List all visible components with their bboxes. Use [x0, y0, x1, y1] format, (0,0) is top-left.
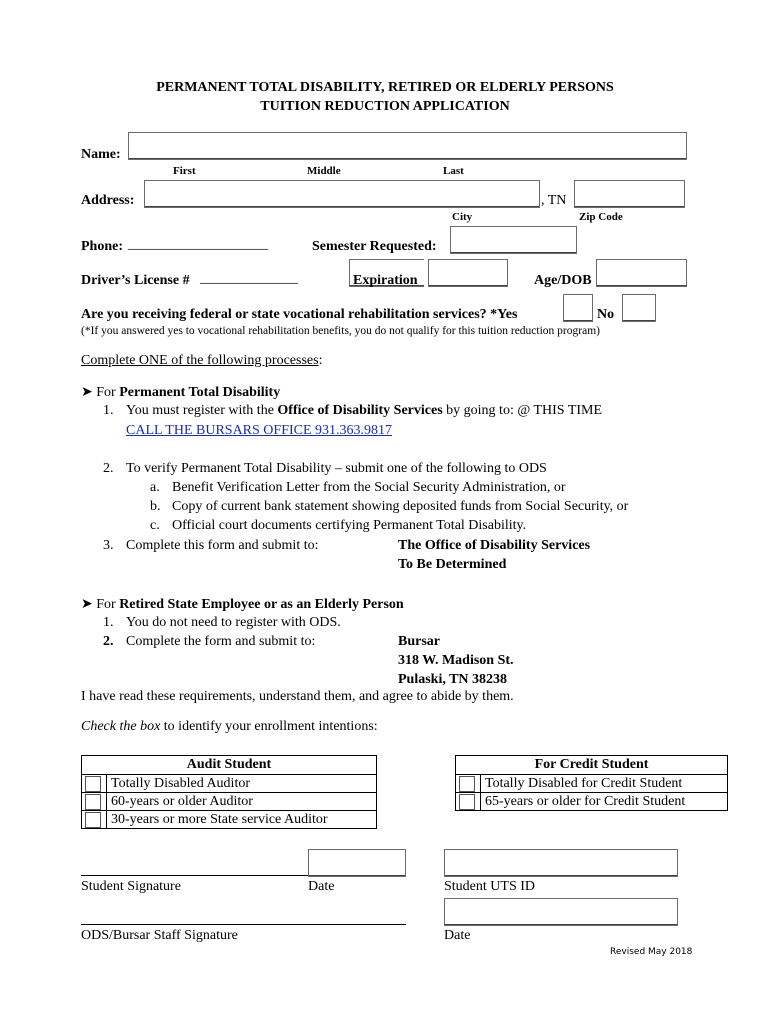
- check-instructions: [81, 719, 378, 735]
- form-title-line2: TUITION REDUCTION APPLICATION: [260, 99, 510, 114]
- audit-totally-disabled-checkbox[interactable]: [85, 776, 101, 792]
- audit-option-label: Totally Disabled Auditor: [107, 775, 377, 793]
- ptd-prefix: For: [96, 385, 120, 400]
- audit-60-years-checkbox[interactable]: [85, 794, 101, 810]
- credit-65-years-checkbox[interactable]: [459, 794, 475, 810]
- address-input[interactable]: [144, 180, 540, 208]
- phone-label: Phone:: [81, 239, 123, 254]
- credit-totally-disabled-checkbox[interactable]: [459, 776, 475, 792]
- date-label-1: Date: [308, 879, 335, 894]
- ptd-sub-a-letter: a.: [150, 480, 160, 495]
- audit-header: Audit Student: [82, 756, 377, 775]
- ptd-step1-post: by going to: @ THIS TIME: [442, 403, 603, 418]
- voc-yes-checkbox[interactable]: [563, 294, 593, 322]
- retired-step1: You do not need to register with ODS.: [126, 615, 341, 630]
- ptd-step3-num: 3.: [103, 538, 114, 553]
- drivers-license-label: Driver’s License #: [81, 273, 190, 288]
- age-dob-input[interactable]: [596, 259, 687, 287]
- retired-prefix: For: [96, 597, 120, 612]
- ptd-submit-to-2: To Be Determined: [398, 557, 507, 572]
- ptd-heading: [81, 384, 280, 401]
- expiration-input[interactable]: [428, 259, 508, 287]
- revised-date: Revised May 2018: [610, 947, 693, 957]
- retired-heading: [81, 596, 404, 613]
- phone-input[interactable]: ____________________: [128, 237, 268, 252]
- voc-no-label: No: [597, 307, 615, 322]
- table-row: [456, 775, 728, 793]
- credit-option-label: 65-years or older for Credit Student: [481, 793, 728, 811]
- ptd-heading-text: Permanent Total Disability: [119, 385, 281, 400]
- ptd-sub-a: Benefit Verification Letter from the Social Security Administration, or: [172, 480, 566, 495]
- drivers-license-input[interactable]: ______________: [200, 271, 298, 286]
- processes-intro-text: Complete ONE of the following processes: [81, 353, 319, 368]
- staff-date-input[interactable]: [444, 898, 678, 926]
- zip-input[interactable]: [574, 180, 685, 208]
- address-label: Address:: [81, 193, 135, 208]
- ptd-step2-num: 2.: [103, 461, 114, 476]
- ptd-sub-b: Copy of current bank statement showing deposited funds from Social Security, or: [172, 499, 629, 514]
- retired-step1-num: 1.: [103, 615, 114, 630]
- ptd-step1-bold: Office of Disability Services: [277, 403, 443, 418]
- vocational-note: (*If you answered yes to vocational rehabilitation benefits, you do not qualify for this tuition reduction program): [81, 325, 600, 337]
- table-row: [82, 775, 377, 793]
- agreement-statement: I have read these requirements, understand them, and agree to abide by them.: [81, 689, 514, 704]
- arrow-bullet-icon: ➤: [81, 385, 93, 400]
- date-label-2: Date: [444, 928, 471, 943]
- student-signature-label: Student Signature: [81, 879, 181, 894]
- audit-option-label: 30-years or more State service Auditor: [107, 811, 377, 829]
- name-label: Name:: [81, 147, 121, 162]
- vocational-question: Are you receiving federal or state vocational rehabilitation services? *Yes: [81, 307, 518, 322]
- check-rest: to identify your enrollment intentions:: [160, 719, 378, 734]
- ptd-submit-to-1: The Office of Disability Services: [398, 538, 591, 553]
- table-row: [456, 793, 728, 811]
- form-title-line1: PERMANENT TOTAL DISABILITY, RETIRED OR ELDERLY PERSONS: [156, 80, 614, 95]
- bursar-address-3: Pulaski, TN 38238: [398, 672, 508, 687]
- arrow-bullet-icon: ➤: [81, 597, 93, 612]
- student-uts-id-input[interactable]: [444, 849, 678, 877]
- expiration-label: Expiration: [353, 273, 418, 288]
- state-text: , TN: [541, 193, 567, 208]
- name-input[interactable]: [128, 132, 687, 160]
- audit-student-table: [81, 755, 377, 829]
- voc-no-checkbox[interactable]: [622, 294, 656, 322]
- processes-intro: [81, 353, 322, 369]
- bursar-address-1: Bursar: [398, 634, 440, 649]
- student-date-input[interactable]: [308, 849, 406, 877]
- audit-30-years-state-checkbox[interactable]: [85, 812, 101, 828]
- table-row: [82, 811, 377, 829]
- retired-step2-num: 2.: [103, 634, 114, 649]
- credit-student-table: [455, 755, 728, 811]
- zip-caption: Zip Code: [579, 211, 623, 223]
- bursar-phone-link[interactable]: CALL THE BURSARS OFFICE 931.363.9817: [126, 423, 393, 438]
- bursar-address-2: 318 W. Madison St.: [398, 653, 514, 668]
- semester-input[interactable]: [450, 226, 577, 254]
- staff-signature-label: ODS/Bursar Staff Signature: [81, 928, 238, 943]
- audit-option-label: 60-years or older Auditor: [107, 793, 377, 811]
- semester-label: Semester Requested:: [312, 239, 437, 254]
- ptd-sub-c-letter: c.: [150, 518, 160, 533]
- ptd-sub-b-letter: b.: [150, 499, 161, 514]
- check-italic: Check the box: [81, 719, 161, 734]
- credit-option-label: Totally Disabled for Credit Student: [481, 775, 728, 793]
- staff-signature-line[interactable]: [81, 924, 406, 925]
- ptd-step1-num: 1.: [103, 403, 114, 418]
- student-uts-id-label: Student UTS ID: [444, 879, 535, 894]
- city-caption: City: [452, 211, 473, 223]
- retired-heading-text: Retired State Employee or as an Elderly Person: [119, 597, 404, 612]
- age-dob-label: Age/DOB: [534, 273, 592, 288]
- ptd-sub-c: Official court documents certifying Permanent Total Disability.: [172, 518, 527, 533]
- processes-intro-colon: :: [318, 353, 323, 368]
- ptd-step2: To verify Permanent Total Disability – submit one of the following to ODS: [126, 461, 547, 476]
- name-first-caption: First: [173, 165, 196, 177]
- name-last-caption: Last: [443, 165, 464, 177]
- credit-header: For Credit Student: [456, 756, 728, 775]
- table-row: [82, 793, 377, 811]
- ptd-step3: Complete this form and submit to:: [126, 538, 319, 553]
- retired-step2: Complete the form and submit to:: [126, 634, 316, 649]
- ptd-step1-pre: You must register with the: [126, 403, 278, 418]
- ptd-step1: [126, 403, 602, 419]
- name-middle-caption: Middle: [307, 165, 341, 177]
